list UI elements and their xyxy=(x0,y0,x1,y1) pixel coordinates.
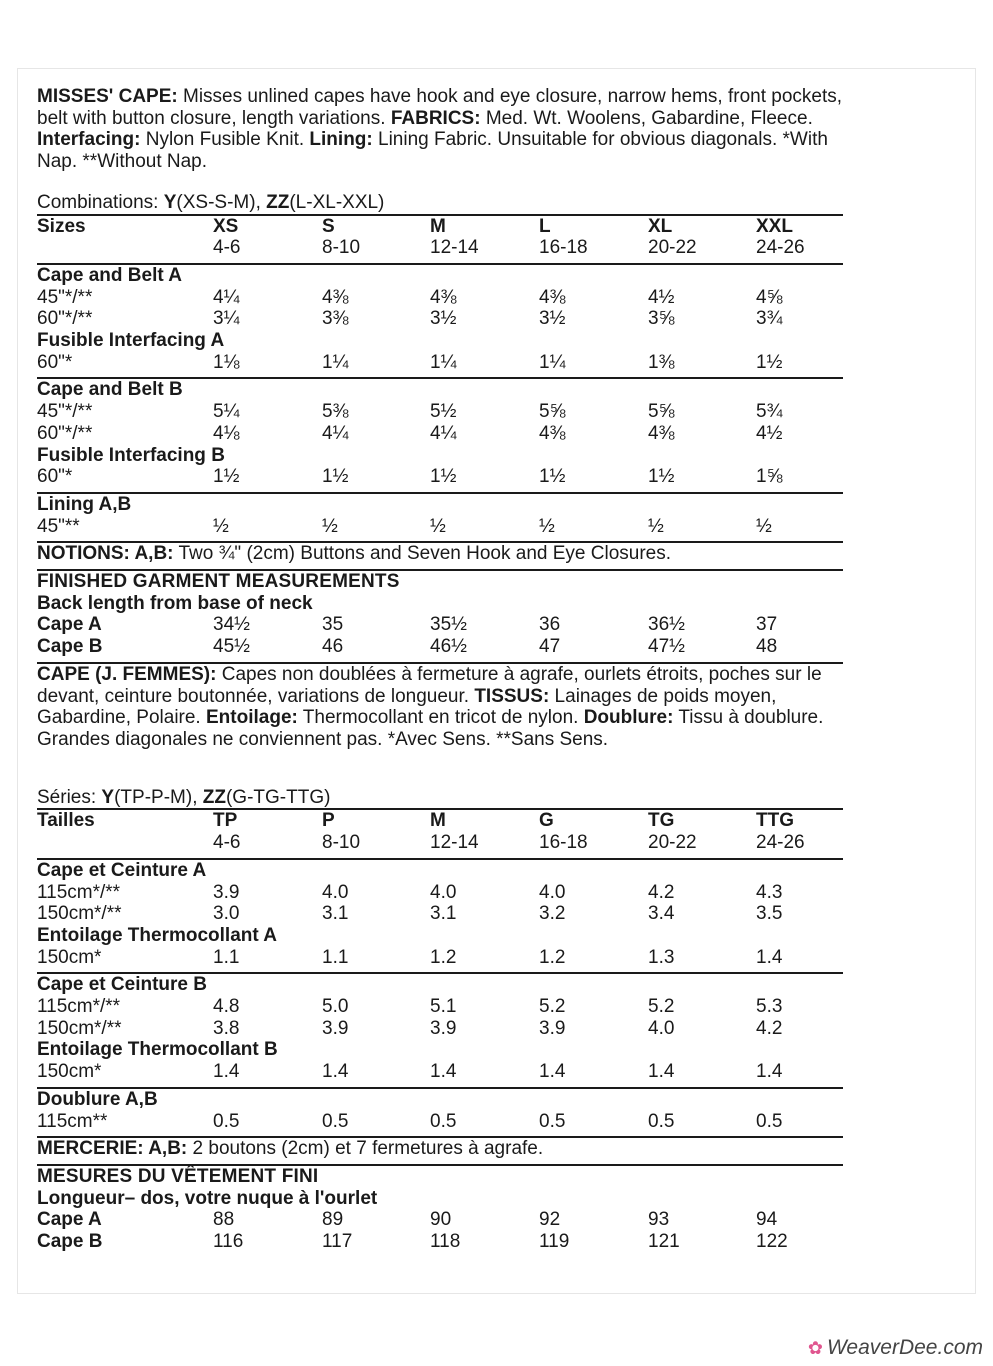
size-range: 24-26 xyxy=(756,237,805,259)
yardage-value: 5⅜ xyxy=(322,401,349,423)
notions-label: MERCERIE: A,B: xyxy=(37,1138,188,1160)
fabric-heading: Fusible Interfacing A xyxy=(37,330,225,352)
fabric-heading-row xyxy=(37,973,843,996)
size-range: 24-26 xyxy=(756,832,805,854)
yardage-value: 4⅜ xyxy=(648,422,675,444)
yardage-row xyxy=(37,423,843,445)
yardage-value: 5¼ xyxy=(213,401,240,423)
yardage-value: 5½ xyxy=(430,401,457,423)
measurement-label: Cape A xyxy=(37,1209,102,1231)
measurement-value: 116 xyxy=(213,1231,244,1253)
yardage-value: 0.5 xyxy=(213,1110,240,1132)
yardage-value: 3.8 xyxy=(213,1017,240,1039)
size-name: M xyxy=(430,810,446,832)
yardage-value: ½ xyxy=(430,515,446,537)
yardage-row xyxy=(37,287,843,309)
size-range: 20-22 xyxy=(648,237,697,259)
yardage-value: 3.9 xyxy=(539,1017,566,1039)
finished-title: FINISHED GARMENT MEASUREMENTS xyxy=(37,571,400,593)
fabric-width: 45"*/** xyxy=(37,286,93,308)
watermark: ✿ WeaverDee.com xyxy=(807,1336,983,1359)
size-range: 8-10 xyxy=(322,237,361,259)
size-header-row xyxy=(37,215,843,238)
measurement-row xyxy=(37,1209,843,1231)
yardage-value: 0.5 xyxy=(648,1110,675,1132)
yardage-row xyxy=(37,466,843,488)
yardage-value: ½ xyxy=(322,515,338,537)
measurement-value: 117 xyxy=(322,1231,353,1253)
measurement-value: 46½ xyxy=(430,636,467,658)
fabric-width: 45"*/** xyxy=(37,401,93,423)
measurement-value: 92 xyxy=(539,1209,561,1231)
size-range: 4-6 xyxy=(213,832,241,854)
yardage-value: 3⅝ xyxy=(648,308,675,330)
fr-yardage-table xyxy=(37,808,843,1252)
measurement-value: 88 xyxy=(213,1209,235,1231)
yardage-value: 5.0 xyxy=(322,996,349,1018)
fabric-heading-row xyxy=(37,445,843,467)
yardage-value: 1.4 xyxy=(539,1061,566,1083)
size-name: P xyxy=(322,810,335,832)
size-name: TTG xyxy=(756,810,794,832)
yardage-row xyxy=(37,1018,843,1040)
finished-title-row xyxy=(37,1165,843,1188)
yardage-value: 4.0 xyxy=(322,881,349,903)
yardage-value: 4⅛ xyxy=(213,422,240,444)
size-name: M xyxy=(430,215,446,237)
measurement-value: 94 xyxy=(756,1209,778,1231)
size-range: 12-14 xyxy=(430,832,479,854)
fabric-heading: Entoilage Thermocollant A xyxy=(37,924,277,946)
yardage-value: 1.4 xyxy=(430,1061,457,1083)
yardage-value: 4⅝ xyxy=(756,286,783,308)
yardage-value: 3.0 xyxy=(213,903,240,925)
measurement-value: 47 xyxy=(539,636,561,658)
yardage-value: 1.2 xyxy=(430,946,457,968)
measurement-row xyxy=(37,1231,843,1253)
notions-row xyxy=(37,542,843,565)
size-name: S xyxy=(322,215,335,237)
fabric-width: 150cm* xyxy=(37,1061,102,1083)
yardage-row xyxy=(37,401,843,423)
fabric-width: 60"*/** xyxy=(37,422,93,444)
fabric-heading-row xyxy=(37,859,843,882)
yardage-value: 1½ xyxy=(539,466,566,488)
size-range: 16-18 xyxy=(539,832,588,854)
measurement-value: 93 xyxy=(648,1209,670,1231)
yardage-value: 4.0 xyxy=(430,881,457,903)
yardage-value: 3.1 xyxy=(430,903,457,925)
yardage-value: ½ xyxy=(213,515,229,537)
size-name: XS xyxy=(213,215,239,237)
fabric-heading: Cape and Belt A xyxy=(37,264,182,286)
yardage-value: 1½ xyxy=(430,466,457,488)
size-range-row xyxy=(37,237,843,259)
yardage-value: 0.5 xyxy=(756,1110,783,1132)
yardage-value: ½ xyxy=(756,515,772,537)
en-intro-title: MISSES' CAPE: xyxy=(37,86,178,107)
fabric-width: 60"* xyxy=(37,466,73,488)
yardage-value: 3½ xyxy=(539,308,566,330)
yardage-value: 1½ xyxy=(322,466,349,488)
fabric-heading-row xyxy=(37,1039,843,1061)
yardage-value: 4⅜ xyxy=(322,286,349,308)
yardage-value: 4¼ xyxy=(430,422,457,444)
measurement-value: 35 xyxy=(322,614,344,636)
measurement-value: 37 xyxy=(756,614,778,636)
notions-text: Two ¾" (2cm) Buttons and Seven Hook and Eye Closures. xyxy=(173,543,671,565)
yardage-value: 3.9 xyxy=(322,1017,349,1039)
yardage-value: 1.4 xyxy=(322,1061,349,1083)
yardage-value: 3.1 xyxy=(322,903,349,925)
measurement-value: 48 xyxy=(756,636,778,658)
yardage-value: 3.2 xyxy=(539,903,566,925)
measurement-value: 46 xyxy=(322,636,344,658)
fr-intro-row xyxy=(37,663,843,751)
notions-text: 2 boutons (2cm) et 7 fermetures à agrafe. xyxy=(187,1138,544,1160)
size-name: TP xyxy=(213,810,238,832)
notions-label: NOTIONS: A,B: xyxy=(37,543,174,565)
finished-subtitle-row xyxy=(37,593,843,615)
fabric-heading: Cape and Belt B xyxy=(37,379,183,401)
yardage-value: 1¼ xyxy=(322,351,349,373)
yardage-value: 0.5 xyxy=(322,1110,349,1132)
measurement-value: 47½ xyxy=(648,636,685,658)
en-intro: MISSES' CAPE: Misses unlined capes have hook and eye closure, narrow hems, front pockets, belt with button closure, length variations. FABRICS: Med. Wt. Woolens, Gabardine, Fleece. Interfacing: Nylon Fusible Knit. Lining: Lining Fabric. Unsuitable for obvious diagonals. *With Nap. **Without Nap. xyxy=(37,86,843,173)
yardage-value: 1¼ xyxy=(430,351,457,373)
fabric-heading-row xyxy=(37,493,843,516)
yardage-value: 1.3 xyxy=(648,946,675,968)
finished-subtitle: Longueur– dos, votre nuque à l'ourlet xyxy=(37,1187,378,1209)
finished-subtitle: Back length from base of neck xyxy=(37,592,313,614)
yardage-value: 3.9 xyxy=(213,881,240,903)
fabric-width: 150cm*/** xyxy=(37,1017,122,1039)
yardage-value: 5¾ xyxy=(756,401,783,423)
measurement-value: 34½ xyxy=(213,614,250,636)
fabric-heading: Fusible Interfacing B xyxy=(37,444,225,466)
measurement-label: Cape A xyxy=(37,614,102,636)
finished-subtitle-row xyxy=(37,1188,843,1210)
measurement-row xyxy=(37,614,843,636)
yardage-value: 1.2 xyxy=(539,946,566,968)
yardage-value: 5⅝ xyxy=(539,401,566,423)
fabric-heading-row xyxy=(37,925,843,947)
size-range: 4-6 xyxy=(213,237,241,259)
yardage-row xyxy=(37,996,843,1018)
yardage-value: 5.2 xyxy=(648,996,675,1018)
size-range: 12-14 xyxy=(430,237,479,259)
measurement-value: 36½ xyxy=(648,614,685,636)
measurement-value: 122 xyxy=(756,1231,788,1253)
weaverdee-logo-icon: ✿ xyxy=(807,1338,823,1358)
yardage-value: 5.3 xyxy=(756,996,783,1018)
size-range: 20-22 xyxy=(648,832,697,854)
yardage-value: 4⅜ xyxy=(539,422,566,444)
yardage-value: 1½ xyxy=(756,351,783,373)
fabric-width: 115cm*/** xyxy=(37,996,121,1018)
yardage-value: 1⅛ xyxy=(213,351,240,373)
fabric-width: 150cm* xyxy=(37,946,102,968)
yardage-value: 3½ xyxy=(430,308,457,330)
fabric-width: 115cm** xyxy=(37,1110,108,1132)
yardage-value: 4¼ xyxy=(213,286,240,308)
yardage-row xyxy=(37,947,843,969)
yardage-value: 1.4 xyxy=(648,1061,675,1083)
yardage-value: 1½ xyxy=(213,466,240,488)
fabric-heading-row xyxy=(37,378,843,401)
yardage-value: 1.1 xyxy=(213,946,240,968)
yardage-value: 3.5 xyxy=(756,903,783,925)
yardage-row xyxy=(37,903,843,925)
fabric-heading: Entoilage Thermocollant B xyxy=(37,1039,278,1061)
yardage-value: 4.2 xyxy=(648,881,675,903)
yardage-value: 4½ xyxy=(756,422,783,444)
fabric-heading: Doublure A,B xyxy=(37,1088,158,1110)
measurement-value: 90 xyxy=(430,1209,452,1231)
fabric-width: 45"** xyxy=(37,515,80,537)
yardage-value: 4.0 xyxy=(648,1017,675,1039)
yardage-row xyxy=(37,882,843,904)
yardage-value: 1.1 xyxy=(322,946,349,968)
yardage-value: 1.4 xyxy=(756,1061,783,1083)
size-range: 8-10 xyxy=(322,832,361,854)
measurement-value: 121 xyxy=(648,1231,680,1253)
measurement-value: 35½ xyxy=(430,614,467,636)
yardage-row xyxy=(37,308,843,330)
fabric-heading: Lining A,B xyxy=(37,493,132,515)
yardage-value: 1⅜ xyxy=(648,351,675,373)
fabric-heading-row xyxy=(37,330,843,352)
fabric-width: 115cm*/** xyxy=(37,881,121,903)
yardage-value: 1½ xyxy=(648,466,675,488)
size-name: L xyxy=(539,215,551,237)
yardage-value: 3⅜ xyxy=(322,308,349,330)
yardage-value: 4.2 xyxy=(756,1017,783,1039)
yardage-value: 4.0 xyxy=(539,881,566,903)
size-name: TG xyxy=(648,810,675,832)
yardage-value: 3.4 xyxy=(648,903,675,925)
fabric-heading: Cape et Ceinture B xyxy=(37,974,207,996)
fabric-width: 60"* xyxy=(37,351,73,373)
yardage-value: 1.4 xyxy=(756,946,783,968)
measurement-value: 119 xyxy=(539,1231,570,1253)
fr-combinations: Séries: Y(TP-P-M), ZZ(G-TG-TTG) xyxy=(37,786,331,808)
fabric-heading: Cape et Ceinture A xyxy=(37,859,207,881)
yardage-value: 3.9 xyxy=(430,1017,457,1039)
yardage-value: 0.5 xyxy=(430,1110,457,1132)
yardage-value: 1¼ xyxy=(539,351,566,373)
yardage-value: 4⅜ xyxy=(539,286,566,308)
size-range-row xyxy=(37,832,843,854)
fabric-width: 150cm*/** xyxy=(37,903,122,925)
yardage-row xyxy=(37,516,843,538)
yardage-value: 5⅝ xyxy=(648,401,675,423)
size-name: G xyxy=(539,810,554,832)
fr-intro: CAPE (J. FEMMES): Capes non doublées à fermeture à agrafe, ourlets étroits, poches sur le devant, ceinture boutonnée, variations de longueur. TISSUS: Lainages de poids moyen, Gabardine, Polaire. Entoilage: Thermocollant en tricot de nylon. Doublure: Tissu à doublure. Grandes diagonales ne conviennent pas. *Avec Sens. **Sans Sens. xyxy=(37,663,824,750)
yardage-value: 3¼ xyxy=(213,308,240,330)
measurement-value: 36 xyxy=(539,614,561,636)
finished-title-row xyxy=(37,570,843,593)
fabric-heading-row xyxy=(37,264,843,287)
size-name: XL xyxy=(648,215,673,237)
yardage-value: 4.3 xyxy=(756,881,783,903)
measurement-label: Cape B xyxy=(37,636,103,658)
measurement-value: 118 xyxy=(430,1231,461,1253)
size-header-row xyxy=(37,809,843,832)
yardage-value: 4⅜ xyxy=(430,286,457,308)
sizes-label: Tailles xyxy=(37,810,95,832)
measurement-value: 89 xyxy=(322,1209,344,1231)
measurement-label: Cape B xyxy=(37,1231,103,1253)
yardage-row xyxy=(37,1061,843,1083)
yardage-value: 1⅝ xyxy=(756,466,783,488)
yardage-value: 1.4 xyxy=(213,1061,240,1083)
fabric-heading-row xyxy=(37,1088,843,1111)
pattern-envelope-back xyxy=(37,86,843,1253)
yardage-value: ½ xyxy=(539,515,555,537)
size-name: XXL xyxy=(756,215,793,237)
measurement-row xyxy=(37,636,843,658)
yardage-value: 3¾ xyxy=(756,308,783,330)
yardage-value: 0.5 xyxy=(539,1110,566,1132)
yardage-row xyxy=(37,1111,843,1133)
yardage-value: 4¼ xyxy=(322,422,349,444)
yardage-value: 5.1 xyxy=(430,996,457,1018)
measurement-value: 45½ xyxy=(213,636,250,658)
fabric-width: 60"*/** xyxy=(37,308,93,330)
yardage-value: 4.8 xyxy=(213,996,240,1018)
en-combinations: Combinations: Y(XS-S-M), ZZ(L-XL-XXL) xyxy=(37,191,385,213)
yardage-value: ½ xyxy=(648,515,664,537)
yardage-row xyxy=(37,352,843,374)
sizes-label: Sizes xyxy=(37,215,86,237)
en-yardage-table xyxy=(37,214,843,751)
yardage-value: 5.2 xyxy=(539,996,566,1018)
size-range: 16-18 xyxy=(539,237,588,259)
finished-title: MESURES DU VÊTEMENT FINI xyxy=(37,1165,319,1187)
yardage-value: 4½ xyxy=(648,286,675,308)
notions-row xyxy=(37,1137,843,1160)
